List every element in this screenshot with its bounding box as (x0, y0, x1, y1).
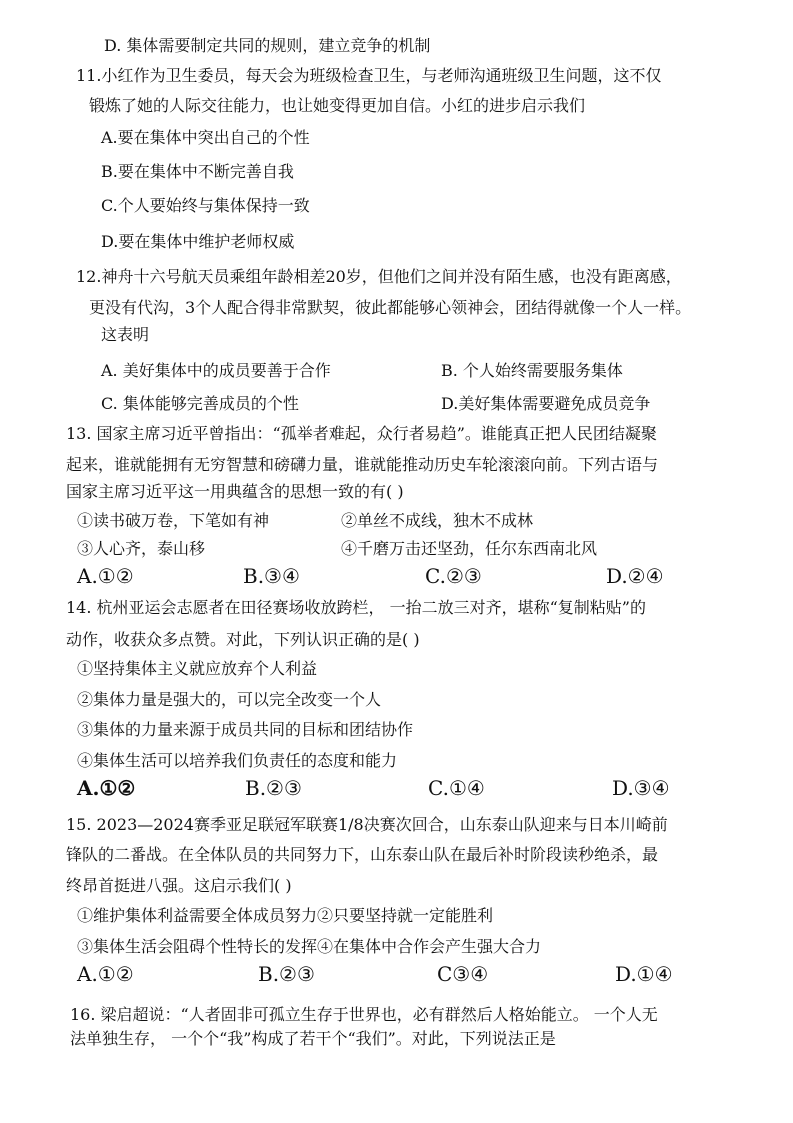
q11-option-b: B.要在集体中不断完善自我 (101, 162, 294, 181)
q13-option-d: D.②④ (606, 564, 664, 588)
q13-item-1: ①读书破万卷，下笔如有神 (77, 511, 270, 530)
q14-item-4: ④集体生活可以培养我们负责任的态度和能力 (77, 751, 398, 770)
q11-option-d: D.要在集体中维护老师权威 (101, 232, 295, 251)
q15-option-b: B.②③ (258, 962, 315, 986)
q14-option-d: D.③④ (612, 776, 670, 800)
q15-stem-line2: 锋队的二番战。在全体队员的共同努力下，山东泰山队在最后补时阶段读秒绝杀，最 (66, 845, 659, 864)
q12-stem-line3: 这表明 (101, 325, 150, 344)
q13-item-2: ②单丝不成线，独木不成林 (341, 511, 534, 530)
q14-item-2: ②集体力量是强大的，可以完全改变一个人 (77, 690, 382, 709)
q15-stem-line1: 15. 2023—2024赛季亚足联冠军联赛1/8决赛次回合，山东泰山队迎来与日本川崎前 (66, 815, 668, 834)
q14-stem-line1: 14. 杭州亚运会志愿者在田径赛场收放跨栏， 一抬二放三对齐，堪称“复制粘贴”的 (66, 598, 646, 617)
q15-stem-line3: 终昂首挺进八强。这启示我们( ) (66, 876, 292, 895)
q14-item-3: ③集体的力量来源于成员共同的目标和团结协作 (77, 720, 414, 739)
q15-option-d: D.①④ (615, 962, 673, 986)
q12-option-b: B. 个人始终需要服务集体 (441, 361, 623, 380)
q14-option-b: B.②③ (245, 776, 302, 800)
q11-stem-line2: 锻炼了她的人际交往能力，也让她变得更加自信。小红的进步启示我们 (89, 96, 586, 115)
q13-stem-line2: 起来，谁就能拥有无穷智慧和磅礴力量，谁就能推动历史车轮滚滚向前。下列古语与 (66, 455, 659, 474)
q11-option-c: C.个人要始终与集体保持一致 (101, 196, 310, 215)
q16-stem-line2: 法单独生存， 一个个“我”构成了若干个“我们”。对此，下列说法正是 (70, 1029, 556, 1048)
q15-items-line1: ①维护集体利益需要全体成员努力②只要坚持就一定能胜利 (77, 906, 494, 925)
q12-option-c: C. 集体能够完善成员的个性 (101, 394, 299, 413)
q13-option-b: B.③④ (243, 564, 300, 588)
q11-stem-line1: 11.小红作为卫生委员，每天会为班级检查卫生，与老师沟通班级卫生问题，这不仅 (76, 66, 662, 85)
q14-stem-line2: 动作，收获众多点赞。对此，下列认识正确的是( ) (66, 630, 420, 649)
q15-option-a: A.①② (77, 962, 134, 986)
q14-option-c: C.①④ (428, 776, 485, 800)
q12-option-d: D.美好集体需要避免成员竞争 (441, 394, 651, 413)
q15-option-c: C③④ (437, 962, 489, 986)
q16-stem-line1: 16. 梁启超说：“人者固非可孤立生存于世界也，必有群然后人格始能立。 一个人无 (70, 1005, 658, 1024)
q13-option-a: A.①② (77, 564, 134, 588)
q13-option-c: C.②③ (425, 564, 482, 588)
q12-stem-line2: 更没有代沟，3个人配合得非常默契，彼此都能够心领神会，团结得就像一个人一样。 (89, 298, 692, 317)
q14-option-a: A.①② (77, 776, 136, 800)
q13-stem-line1: 13. 国家主席习近平曾指出：“孤举者难起，众行者易趋”。谁能真正把人民团结凝聚 (66, 424, 657, 443)
q12-option-a: A. 美好集体中的成员要善于合作 (101, 361, 331, 380)
q11-option-a: A.要在集体中突出自己的个性 (101, 128, 310, 147)
q14-item-1: ①坚持集体主义就应放弃个人利益 (77, 659, 318, 678)
q13-item-3: ③人心齐，泰山移 (77, 539, 206, 558)
q15-items-line2: ③集体生活会阻碍个性特长的发挥④在集体中合作会产生强大合力 (77, 937, 542, 956)
q13-item-4: ④千磨万击还坚劲，任尔东西南北风 (341, 539, 598, 558)
q12-stem-line1: 12.神舟十六号航天员乘组年龄相差20岁，但他们之间并没有陌生感，也没有距离感， (76, 267, 682, 286)
q13-stem-line3: 国家主席习近平这一用典蕴含的思想一致的有( ) (66, 482, 404, 501)
q10-option-d: D. 集体需要制定共同的规则，建立竞争的机制 (104, 36, 431, 55)
